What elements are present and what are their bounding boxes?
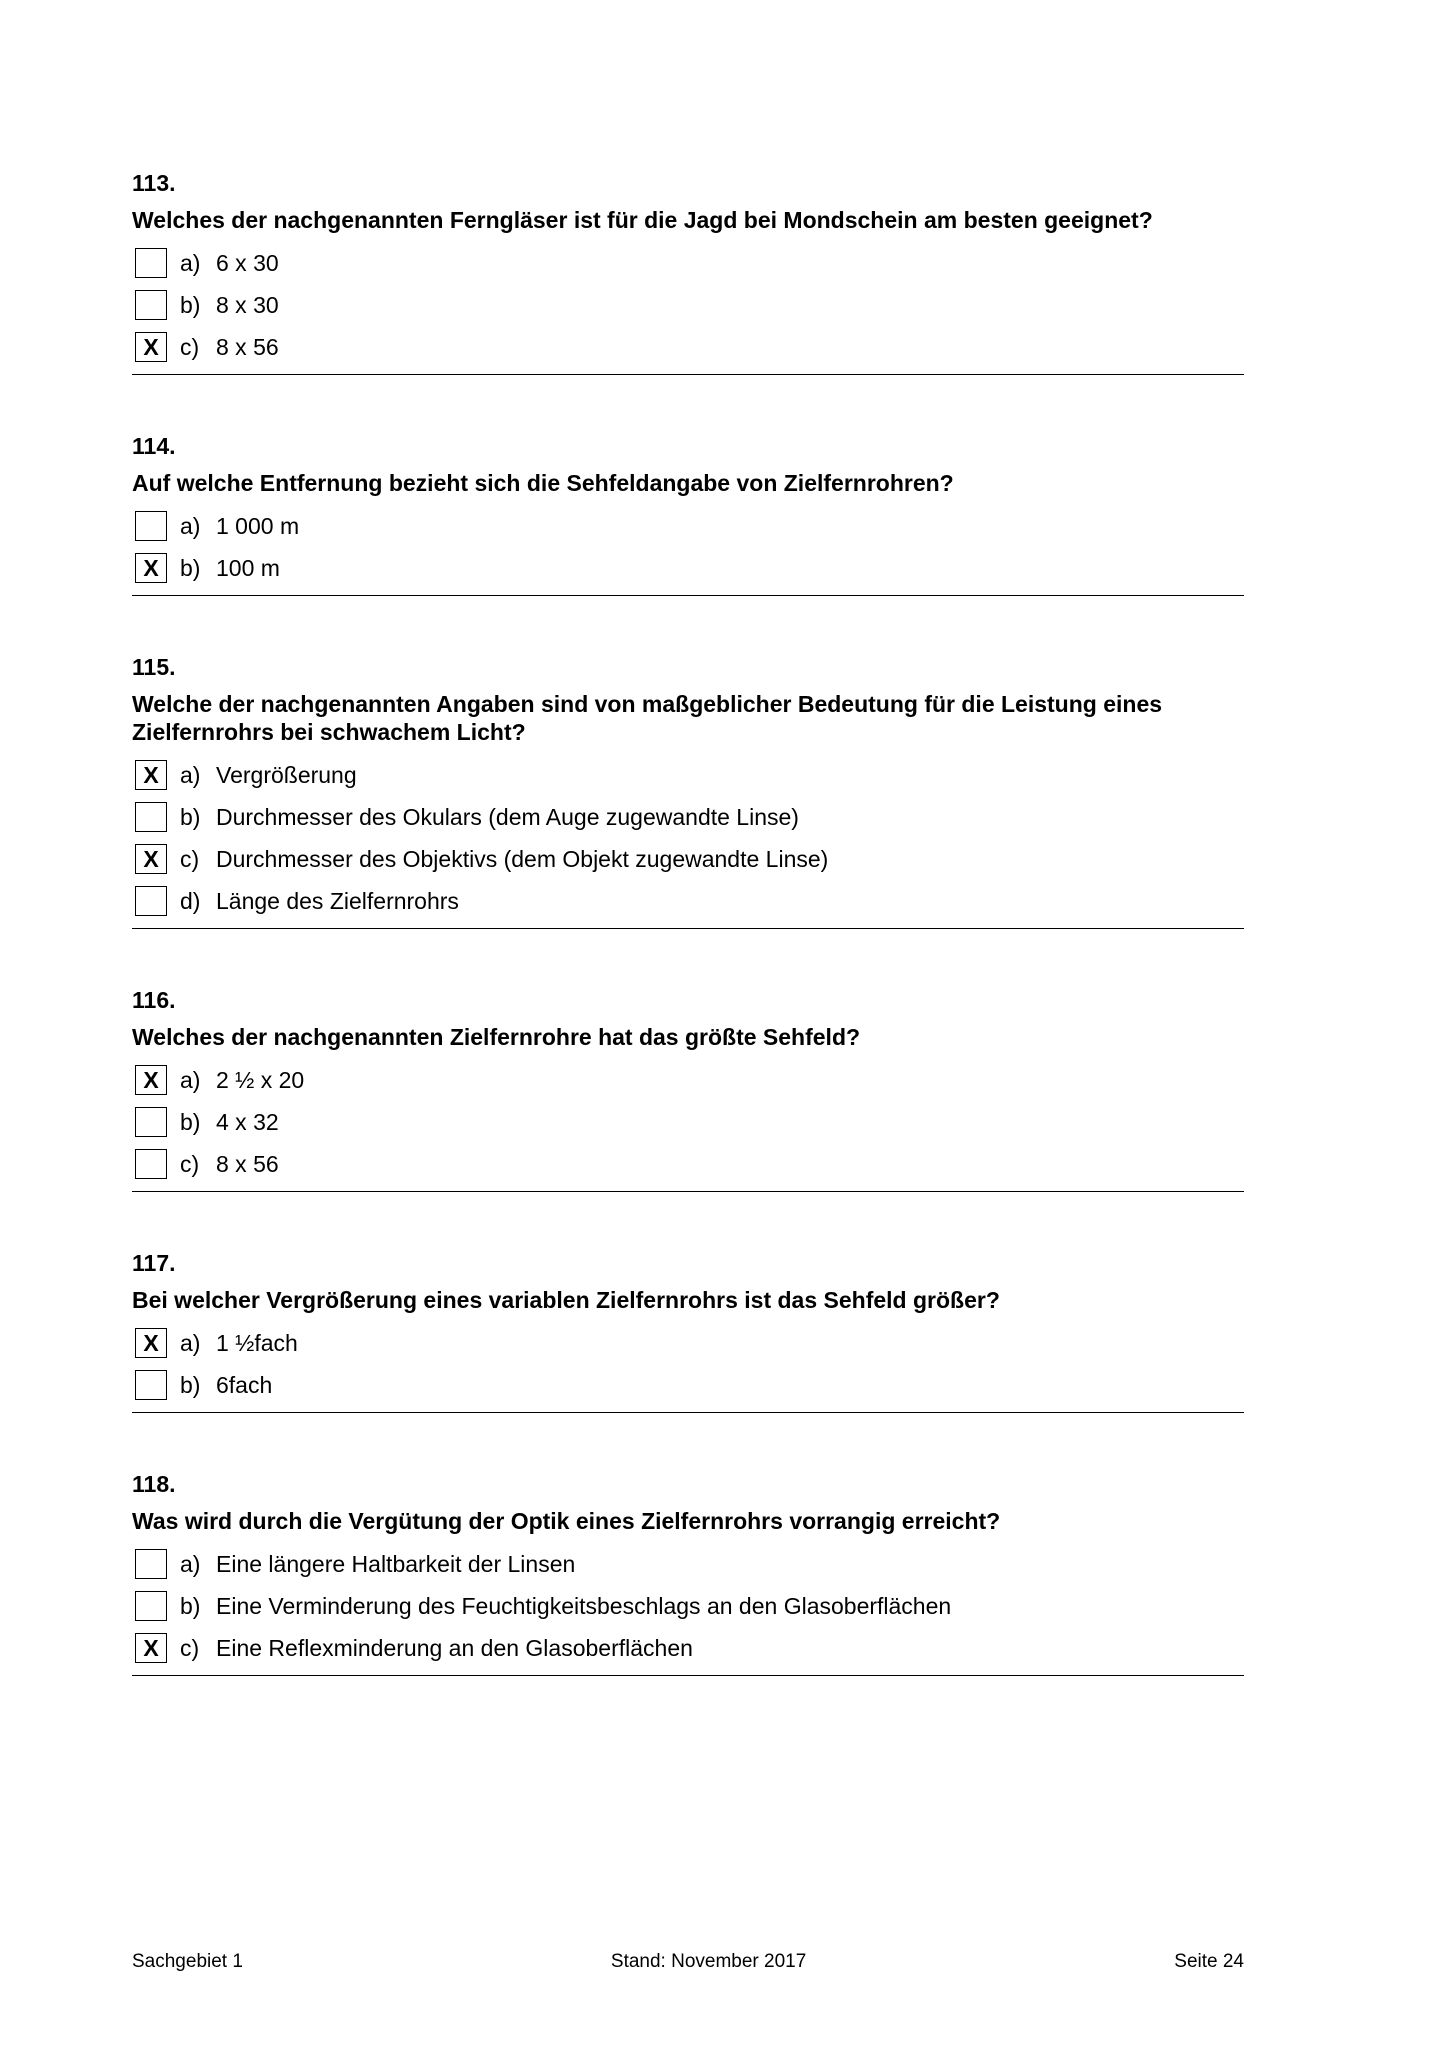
question-117 (132, 1248, 1244, 1413)
footer-page-number: Seite 24 (1174, 1951, 1244, 1972)
option-text: 2 ½ x 20 (216, 1066, 305, 1093)
option-letter: c) (180, 333, 200, 360)
option-letter: a) (180, 1550, 201, 1577)
answer-option (132, 326, 1244, 368)
answer-option (132, 754, 1244, 796)
question-113 (132, 168, 1244, 375)
answer-option (132, 505, 1244, 547)
answer-checkbox[interactable]: X (135, 1328, 167, 1358)
option-letter: b) (180, 1592, 201, 1619)
option-letter: b) (180, 803, 201, 830)
answer-option (132, 242, 1244, 284)
option-letter: a) (180, 512, 201, 539)
answer-option (132, 1059, 1244, 1101)
answer-checkbox[interactable]: X (135, 1065, 167, 1095)
answer-checkbox[interactable] (135, 802, 167, 832)
footer-section: Sachgebiet 1 (132, 1951, 243, 1972)
answer-option (132, 1543, 1244, 1585)
question-118 (132, 1469, 1244, 1676)
question-text: Welche der nachgenannten Angaben sind von maßgeblicher Bedeutung für die Leistung eines Zielfernrohrs bei schwachem Licht? (132, 691, 1163, 745)
answer-option (132, 1322, 1244, 1364)
option-letter: a) (180, 249, 201, 276)
answer-checkbox[interactable] (135, 1549, 167, 1579)
answer-checkbox[interactable]: X (135, 760, 167, 790)
question-text: Welches der nachgenannten Ferngläser ist für die Jagd bei Mondschein am besten geeignet? (132, 207, 1153, 233)
question-116 (132, 985, 1244, 1192)
option-text: 6 x 30 (216, 249, 279, 276)
answer-checkbox[interactable] (135, 886, 167, 916)
option-text: Eine längere Haltbarkeit der Linsen (216, 1550, 576, 1577)
question-text: Welches der nachgenannten Zielfernrohre hat das größte Sehfeld? (132, 1024, 861, 1050)
option-text: Länge des Zielfernrohrs (216, 887, 459, 914)
question-115 (132, 652, 1244, 929)
answer-checkbox[interactable] (135, 1591, 167, 1621)
answer-checkbox[interactable] (135, 290, 167, 320)
option-letter: c) (180, 845, 200, 872)
answer-checkbox[interactable] (135, 511, 167, 541)
answer-checkbox[interactable] (135, 1149, 167, 1179)
option-text: Eine Verminderung des Feuchtigkeitsbeschlags an den Glasoberflächen (216, 1592, 952, 1619)
option-text: 8 x 56 (216, 333, 279, 360)
option-letter: b) (180, 1108, 201, 1135)
question-list (132, 168, 1244, 1732)
answer-option (132, 838, 1244, 880)
answer-checkbox[interactable]: X (135, 1633, 167, 1663)
option-text: Durchmesser des Okulars (dem Auge zugewandte Linse) (216, 803, 799, 830)
option-letter: c) (180, 1150, 200, 1177)
option-text: 1 ½fach (216, 1329, 298, 1356)
option-text: Durchmesser des Objektivs (dem Objekt zugewandte Linse) (216, 845, 829, 872)
answer-option (132, 1627, 1244, 1669)
question-number: 115. (132, 654, 176, 680)
option-letter: c) (180, 1634, 200, 1661)
question-number: 114. (132, 433, 176, 459)
answer-option (132, 796, 1244, 838)
option-text: Eine Reflexminderung an den Glasoberflächen (216, 1634, 693, 1661)
question-number: 116. (132, 987, 176, 1013)
page-footer (132, 1951, 1244, 1973)
answer-checkbox[interactable]: X (135, 332, 167, 362)
question-text: Was wird durch die Vergütung der Optik eines Zielfernrohrs vorrangig erreicht? (132, 1508, 1001, 1534)
question-number: 113. (132, 170, 176, 196)
answer-checkbox[interactable] (135, 1107, 167, 1137)
answer-checkbox[interactable]: X (135, 844, 167, 874)
option-letter: a) (180, 1329, 201, 1356)
answer-option (132, 284, 1244, 326)
answer-option (132, 547, 1244, 589)
question-text: Bei welcher Vergrößerung eines variablen Zielfernrohrs ist das Sehfeld größer? (132, 1287, 1000, 1313)
footer-date: Stand: November 2017 (610, 1951, 807, 1972)
answer-checkbox[interactable]: X (135, 553, 167, 583)
option-letter: d) (180, 887, 201, 914)
question-number: 118. (132, 1471, 176, 1497)
option-text: 100 m (216, 554, 280, 581)
option-text: 8 x 30 (216, 291, 279, 318)
option-letter: b) (180, 554, 201, 581)
answer-checkbox[interactable] (135, 248, 167, 278)
answer-option (132, 1143, 1244, 1185)
answer-checkbox[interactable] (135, 1370, 167, 1400)
option-letter: b) (180, 1371, 201, 1398)
option-letter: a) (180, 761, 201, 788)
answer-option (132, 1101, 1244, 1143)
option-letter: b) (180, 291, 201, 318)
question-number: 117. (132, 1250, 176, 1276)
option-text: 1 000 m (216, 512, 300, 539)
question-text: Auf welche Entfernung bezieht sich die Sehfeldangabe von Zielfernrohren? (132, 470, 954, 496)
option-text: 6fach (216, 1371, 273, 1398)
option-text: 4 x 32 (216, 1108, 279, 1135)
answer-option (132, 1364, 1244, 1406)
option-text: Vergrößerung (216, 761, 357, 788)
question-114 (132, 431, 1244, 596)
answer-option (132, 1585, 1244, 1627)
option-text: 8 x 56 (216, 1150, 279, 1177)
answer-option (132, 880, 1244, 922)
option-letter: a) (180, 1066, 201, 1093)
